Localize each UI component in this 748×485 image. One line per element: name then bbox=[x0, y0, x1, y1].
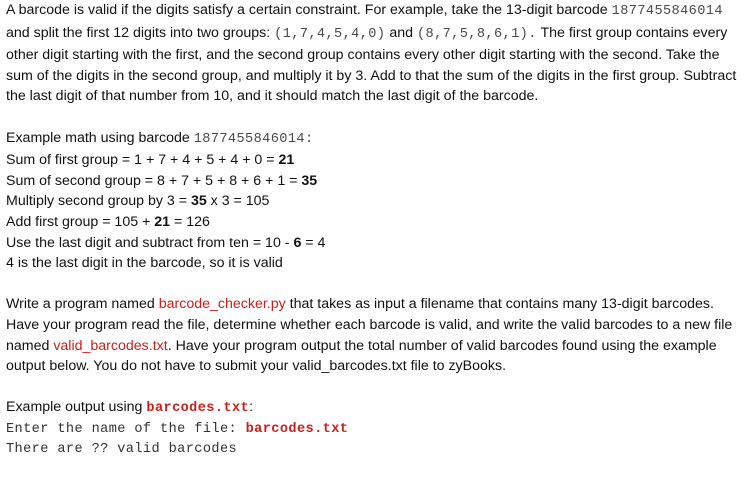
spacer bbox=[6, 274, 744, 295]
output-heading-filename: barcodes.txt bbox=[146, 401, 250, 417]
math-line-4 bbox=[6, 212, 744, 233]
math-line-3-text-b: x 3 = 105 bbox=[206, 193, 270, 210]
example-heading-barcode: 1877455846014: bbox=[193, 131, 314, 147]
math-line-3 bbox=[6, 191, 744, 212]
output-heading-text: Example output using bbox=[6, 399, 147, 416]
task-paragraph bbox=[6, 294, 744, 376]
example-output-block bbox=[6, 397, 744, 461]
example-math-block bbox=[6, 128, 744, 274]
output-heading-end: : bbox=[249, 399, 254, 416]
console-user-input: barcodes.txt bbox=[245, 421, 349, 437]
math-line-3-text-a: Multiply second group by 3 = bbox=[6, 193, 191, 210]
intro-paragraph bbox=[6, 0, 744, 107]
example-heading bbox=[6, 128, 744, 151]
console-line-2: There are ?? valid barcodes bbox=[6, 442, 238, 458]
math-line-4-bold: 21 bbox=[154, 213, 171, 230]
math-line-6: 4 is the last digit in the barcode, so it is valid bbox=[6, 255, 283, 272]
console-prompt: Enter the name of the file: bbox=[6, 421, 246, 437]
output-filename: valid_barcodes.txt bbox=[53, 337, 168, 354]
console-line-1 bbox=[6, 420, 744, 441]
math-line-2-text: Sum of second group = 8 + 7 + 5 + 8 + 6 + 1 = bbox=[6, 172, 302, 189]
math-line-5 bbox=[6, 233, 744, 254]
task-text-3: . Have your program output the total number of valid barcodes found using the example output below. You do not have to submit your valid_barcodes.txt file to zyBooks. bbox=[6, 337, 717, 375]
math-line-2 bbox=[6, 171, 744, 192]
math-line-5-text-b: = 4 bbox=[301, 234, 326, 251]
example-heading-text: Example math using barcode bbox=[6, 129, 194, 146]
assignment-document bbox=[6, 0, 744, 461]
intro-text-4: The first group contains every other digit starting with the first, and the second group contains every other digit starting with the second. Take the sum of the digits in the second group, and multiply it by 3. Add to that the sum of the digits in the first group. Subtract the last digit of that number from 10, and it should match the last digit of the barcode. bbox=[6, 24, 737, 105]
math-line-5-bold: 6 bbox=[293, 234, 302, 251]
task-text-2: that takes as input a filename that contains many 13-digit barcodes. Have your program read the file, determine whether each barcode is valid, and write the valid barcodes to a new file named bbox=[6, 296, 733, 354]
math-line-1-text: Sum of first group = 1 + 7 + 4 + 5 + 4 + 0 = bbox=[6, 152, 279, 169]
spacer bbox=[6, 377, 744, 398]
output-heading bbox=[6, 397, 744, 420]
math-line-4-text-a: Add first group = 105 + bbox=[6, 213, 155, 230]
example-barcode: 1877455846014 bbox=[611, 4, 723, 19]
math-line-5-text-a: Use the last digit and subtract from ten = 10 - bbox=[6, 234, 294, 251]
intro-text-3: and bbox=[385, 24, 417, 41]
math-line-3-bold: 35 bbox=[190, 193, 207, 210]
intro-text-1: A barcode is valid if the digits satisfy a certain constraint. For example, take the 13-digit barcode bbox=[6, 2, 608, 18]
intro-text-2: and split the first 12 digits into two groups: bbox=[6, 24, 275, 41]
first-group-code: (1,7,4,5,4,0) bbox=[274, 26, 386, 42]
second-group-code: (8,7,5,8,6,1). bbox=[416, 26, 537, 42]
math-line-4-text-b: = 126 bbox=[170, 213, 210, 230]
spacer bbox=[6, 107, 744, 128]
program-filename: barcode_checker.py bbox=[158, 296, 286, 313]
math-line-1 bbox=[6, 150, 744, 171]
first-group-sum: 21 bbox=[278, 152, 295, 169]
task-text-1: Write a program named bbox=[6, 296, 159, 313]
second-group-sum: 35 bbox=[301, 172, 318, 189]
